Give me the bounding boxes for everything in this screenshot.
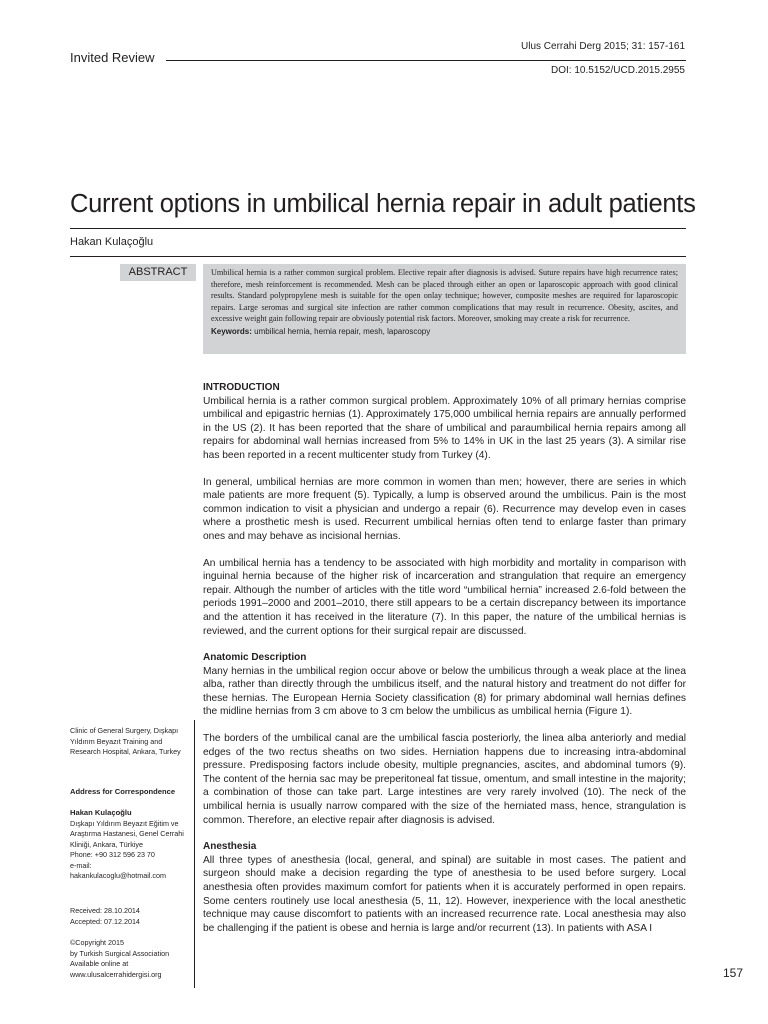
correspondence-phone: Phone: +90 312 596 23 70 [70,850,155,859]
keywords-label: Keywords: [211,326,252,336]
title-rule [70,228,686,229]
paragraph: Umbilical hernia is a rather common surgical problem. Approximately 10% of all primary hernias comprise umbilical and epigastric hernias (1). Approximately 175,000 umbilical hernia repairs are annually performed in the US (2). It has been reported that the share of umbilical and paraumbilical hernia repairs among all repairs for abdominal wall hernias increased from 5% to 14% in UK in the last 25 years (3). A similar rise has been reported in a recent multicenter study from Turkey (4). [203,395,686,461]
affiliation: Clinic of General Surgery, Dışkapı Yıldırım Beyazıt Training and Research Hospital, Ankara, Turkey [70,726,181,756]
correspondence-heading-text: Address for Correspondence [70,787,176,796]
available-online: Available online at [70,959,129,968]
journal-reference: Ulus Cerrahi Derg 2015; 31: 157-161 [521,41,685,52]
abstract-box [203,264,686,354]
correspondence-name: Hakan Kulaçoğlu [70,808,132,817]
correspondence-heading [70,787,194,798]
correspondence-email: hakankulacoglu@hotmail.com [70,871,166,880]
dates-block [70,906,194,927]
keywords-list: umbilical hernia, hernia repair, mesh, laparoscopy [254,326,431,336]
article-title: Current options in umbilical hernia repair in adult patients [70,190,696,218]
correspondence-block [70,808,194,882]
author-name: Hakan Kulaçoğlu [70,236,154,248]
abstract-text: Umbilical hernia is a rather common surgical problem. Elective repair after diagnosis is advised. Suture repairs have high recurrence rates; therefore, mesh reinforcement is recommended. Mesh can be placed through either an open or laparoscopic approach with good clinical results. Standard polypropylene mesh is suitable for the open onlay technique; however, composite meshes are required for laparoscopic repairs. Large seromas and surgical site infection are rather common complications that may result in recurrence. Obesity, ascites, and excessive weight gain following repair are obviously potential risk factors. Moreover, smoking may create a risk for recurrence. [211,268,678,324]
copyright-holder: by Turkish Surgical Association [70,948,170,958]
correspondence-email-label: e-mail: [70,860,92,870]
doi: DOI: 10.5152/UCD.2015.2955 [551,65,685,76]
article-type-label: Invited Review [70,50,155,65]
paragraph: An umbilical hernia has a tendency to be associated with high morbidity and mortality in comparison with inguinal hernia because of the higher risk of incarceration and strangulation that require an emergency repair. Although the number of articles with the title word “umbilical hernia” increased 2.6-fold between the periods 1991–2000 and 2001–2010, there still appears to be a certain discrepancy between its importance and the attention it has received in the literature (7). In this paper, the nature of the umbilical hernias is reviewed, and the current options for their surgical repair are discussed. [203,557,686,637]
accepted-date: Accepted: 07.12.2014 [70,916,140,926]
header-rule [166,60,686,61]
website: www.ulusalcerrahidergisi.org [70,969,162,979]
paragraph: All three types of anesthesia (local, general, and spinal) are suitable in most cases. The patient and surgeon should make a decision regarding the type of anesthesia to be used before surgery. Local anesthesia often provides maximum comfort for patients when it is accurately performed in open repairs. Some centers routinely use local anesthesia (5, 11, 12). However, inexperience with the local anesthetic technique may cause discomfort to patients with an increased recurrence rate. Local anesthesia may also be challenging if the patient is obese and hernia is large and/or recurrent (13). In patients with ASA I [203,854,686,934]
subsection-heading-anatomic: Anatomic Description [203,652,307,664]
copyright: ©Copyright 2015 [70,938,125,947]
sidebar-rule [194,720,195,988]
received-date: Received: 28.10.2014 [70,906,140,915]
paragraph: The borders of the umbilical canal are the umbilical fascia posteriorly, the linea alba anteriorly and medial edges of the two rectus sheaths on two sides. Herniation happens due to increasing intra-abdominal pressure. Predisposing factors include obesity, multiple pregnancies, ascites, and abdominal tumors (9). The content of the hernia sac may be preperitoneal fat tissue, omentum, and small intestine in the majority; a combination of those can take part. Large intestines are very rarely involved (10). The neck of the umbilical hernia is usually narrow compared with the size of the herniated mass, hence, strangulation is common. Therefore, an elective repair after diagnosis is advised. [203,733,686,826]
paragraph: Many hernias in the umbilical region occur above or below the umbilicus through a weak place at the linea alba, rather than directly through the umbilicus itself, and the natural history and treatment do not differ for these hernias. The European Hernia Society classification (8) for primary abdominal wall hernias defines the midline hernias from 3 cm above to 3 cm below the umbilicus as umbilical hernia (Figure 1). [203,665,686,718]
copyright-block [70,938,194,980]
paragraph: In general, umbilical hernias are more common in women than men; however, there are series in which male patients are more frequent (5). Typically, a lump is observed around the umbilicus. Pain is the most common indication to visit a physician and undergo a repair (6). Recurrence may develop even in cases where a prosthetic mesh is used. Recurrent umbilical hernias often tend to enlarge faster than primary ones and may behave as incisional hernias. [203,476,686,542]
page-number: 157 [723,966,744,980]
section-heading-introduction: INTRODUCTION [203,382,280,393]
subsection-heading-anesthesia: Anesthesia [203,841,257,853]
keywords [211,326,678,337]
author-rule [70,256,686,257]
abstract-label: ABSTRACT [120,264,196,281]
body-column [203,381,686,935]
correspondence-address: Dışkapı Yıldırım Beyazıt Eğitim ve Araştırma Hastanesi, Genel Cerrahi Kliniği, Ankara, Türkiye [70,818,184,849]
